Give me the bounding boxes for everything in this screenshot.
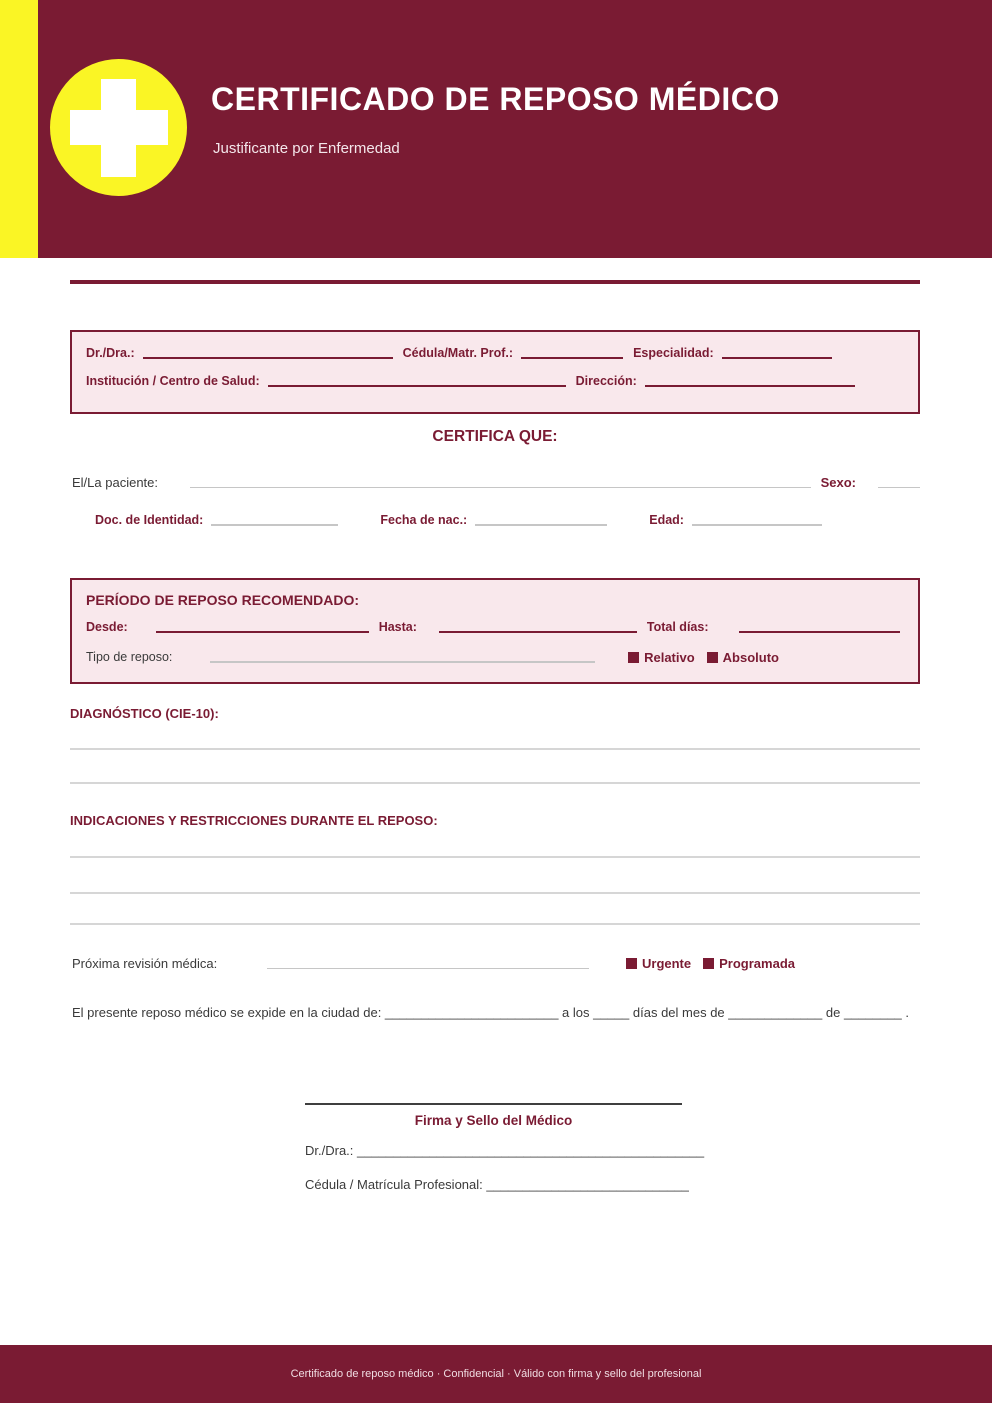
total-days-label: Total días: (646, 620, 709, 634)
sex-label: Sexo: (820, 475, 856, 490)
checkbox-relativo[interactable] (628, 650, 695, 665)
checkbox-square-icon (707, 652, 718, 663)
total-days-field[interactable] (739, 631, 901, 633)
indications-heading: INDICACIONES Y RESTRICCIONES DURANTE EL REPOSO: (70, 813, 438, 828)
patient-id-row (95, 514, 822, 528)
patient-name-label: El/La paciente: (72, 475, 159, 490)
specialty-label: Especialidad: (633, 346, 714, 360)
specialty-field[interactable] (722, 357, 832, 359)
logo-circle (50, 59, 187, 196)
rest-type-label: Tipo de reposo: (86, 650, 173, 664)
checkbox-square-icon (628, 652, 639, 663)
physician-info-box (70, 330, 920, 414)
absoluto-label: Absoluto (722, 649, 779, 665)
next-review-label: Próxima revisión médica: (72, 955, 218, 971)
indications-line-2[interactable] (70, 892, 920, 894)
checkbox-absoluto[interactable] (707, 650, 779, 665)
signature-heading: Firma y Sello del Médico (414, 1113, 573, 1128)
programada-label: Programada (719, 956, 795, 971)
checkbox-square-icon (703, 958, 714, 969)
signature-doctor-line[interactable]: Dr./Dra.: ________________________________________________ (305, 1143, 705, 1158)
patient-name-row (72, 476, 920, 490)
next-review-field[interactable] (267, 968, 589, 970)
header-band (0, 0, 992, 258)
rest-type-row (86, 650, 904, 665)
accent-stripe (0, 0, 38, 258)
signature-line[interactable] (305, 1103, 682, 1105)
diagnosis-line-2[interactable] (70, 782, 920, 784)
diagnosis-line-1[interactable] (70, 748, 920, 750)
certifies-heading: CERTIFICA QUE: (432, 428, 558, 445)
indications-line-1[interactable] (70, 856, 920, 858)
doctor-name-label: Dr./Dra.: (86, 346, 135, 360)
rest-period-dates-row (86, 621, 904, 635)
patient-name-field[interactable] (190, 487, 811, 489)
urgente-label: Urgente (642, 956, 692, 971)
age-field[interactable] (692, 524, 822, 526)
header-divider (70, 280, 920, 284)
rest-period-heading: PERÍODO DE REPOSO RECOMENDADO: (86, 592, 360, 608)
address-label: Dirección: (575, 373, 637, 388)
institution-label: Institución / Centro de Salud: (86, 373, 260, 388)
until-field[interactable] (439, 631, 637, 633)
footer-text: Certificado de reposo médico · Confidencial · Válido con firma y sello del profesional (290, 1368, 702, 1380)
rest-type-field[interactable] (210, 661, 595, 663)
institution-field[interactable] (268, 385, 566, 387)
issuance-sentence: El presente reposo médico se expide en la ciudad de: ________________________ a los _____ días del mes de _____________ de ________ . (72, 1005, 910, 1020)
from-field[interactable] (156, 631, 369, 633)
until-label: Hasta: (378, 620, 417, 634)
rest-period-box (70, 578, 920, 684)
physician-row-2 (86, 375, 904, 389)
certificate-title: CERTIFICADO DE REPOSO MÉDICO (211, 81, 780, 117)
physician-row-1 (86, 347, 904, 361)
checkbox-square-icon (626, 958, 637, 969)
certificate-subtitle: Justificante por Enfermedad (213, 140, 400, 157)
from-label: Desde: (86, 620, 128, 634)
diagnosis-heading: DIAGNÓSTICO (CIE-10): (70, 706, 219, 721)
age-label: Edad: (649, 513, 684, 527)
checkbox-programada[interactable] (703, 956, 795, 971)
address-field[interactable] (645, 385, 855, 387)
signature-license-line[interactable]: Cédula / Matrícula Profesional: ____________________________ (305, 1177, 689, 1192)
id-label: Doc. de Identidad: (95, 513, 204, 527)
footer-bar (0, 1345, 992, 1403)
sex-field[interactable] (878, 487, 920, 489)
checkbox-urgente[interactable] (626, 956, 691, 971)
dob-field[interactable] (475, 524, 607, 526)
license-field[interactable] (521, 357, 623, 359)
doctor-name-field[interactable] (143, 357, 393, 359)
id-field[interactable] (211, 524, 338, 526)
next-review-row (72, 956, 920, 971)
license-label: Cédula/Matr. Prof.: (402, 346, 514, 360)
indications-line-3[interactable] (70, 923, 920, 925)
dob-label: Fecha de nac.: (380, 513, 468, 527)
relativo-label: Relativo (644, 649, 695, 665)
